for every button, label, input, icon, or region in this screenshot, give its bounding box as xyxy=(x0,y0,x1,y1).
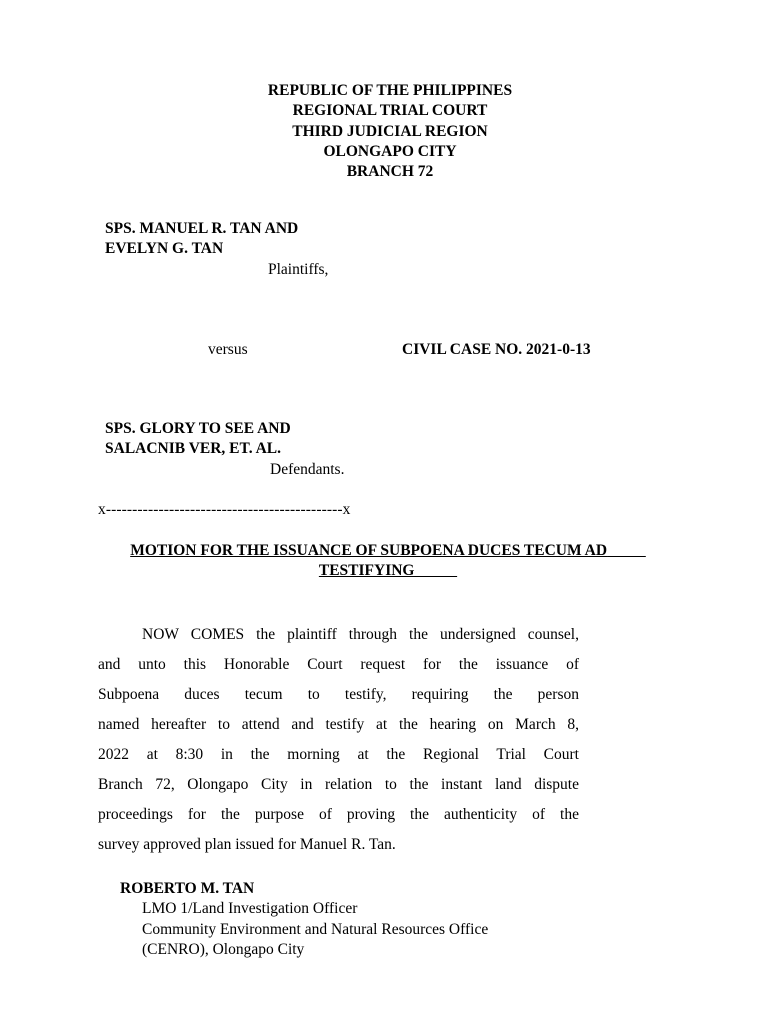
plaintiffs-name-line2: EVELYN G. TAN xyxy=(105,240,224,257)
witness-name: ROBERTO M. TAN xyxy=(120,880,255,897)
defendants-name-line1: SPS. GLORY TO SEE AND xyxy=(105,420,291,437)
witness-block xyxy=(120,879,488,960)
witness-office-line2: (CENRO), Olongapo City xyxy=(142,940,305,958)
motion-title-line2: TESTIFYING xyxy=(318,561,415,579)
caption-separator: x---------------------------------------------x xyxy=(98,501,351,518)
caption-line-court: REGIONAL TRIAL COURT xyxy=(292,102,488,120)
body-line: named hereafter to attend and testify at the hearing on March 8, xyxy=(98,716,579,733)
plaintiffs-name-line1: SPS. MANUEL R. TAN AND xyxy=(105,220,299,237)
body-line: Branch 72, Olongapo City in relation to the instant land dispute xyxy=(98,776,579,793)
motion-title xyxy=(98,541,678,580)
court-caption xyxy=(100,81,680,182)
caption-line-branch: BRANCH 72 xyxy=(346,163,434,181)
caption-line-city: OLONGAPO CITY xyxy=(323,142,457,160)
body-line: survey approved plan issued for Manuel R. Tan. xyxy=(98,836,396,853)
caption-line-region: THIRD JUDICIAL REGION xyxy=(292,122,488,140)
motion-body-paragraph xyxy=(98,620,579,860)
body-line: NOW COMES the plaintiff through the undersigned counsel, xyxy=(142,626,579,643)
defendants-role: Defendants. xyxy=(270,461,345,478)
versus-label: versus xyxy=(208,341,248,358)
defendants-name-line2: SALACNIB VER, ET. AL. xyxy=(105,440,282,457)
body-line: Subpoena duces tecum to testify, requiring the person xyxy=(98,686,579,703)
body-line: proceedings for the purpose of proving the authenticity of the xyxy=(98,806,579,823)
body-line: and unto this Honorable Court request for the issuance of xyxy=(98,656,579,673)
motion-title-line1: MOTION FOR THE ISSUANCE OF SUBPOENA DUCES TECUM AD xyxy=(130,542,608,559)
body-line: 2022 at 8:30 in the morning at the Regional Trial Court xyxy=(98,746,579,763)
case-number: CIVIL CASE NO. 2021-0-13 xyxy=(402,341,591,358)
plaintiffs-role: Plaintiffs, xyxy=(268,261,329,278)
witness-office-line1: Community Environment and Natural Resources Office xyxy=(142,920,489,938)
caption-line-republic: REPUBLIC OF THE PHILIPPINES xyxy=(267,82,513,99)
witness-position: LMO 1/Land Investigation Officer xyxy=(142,900,358,918)
